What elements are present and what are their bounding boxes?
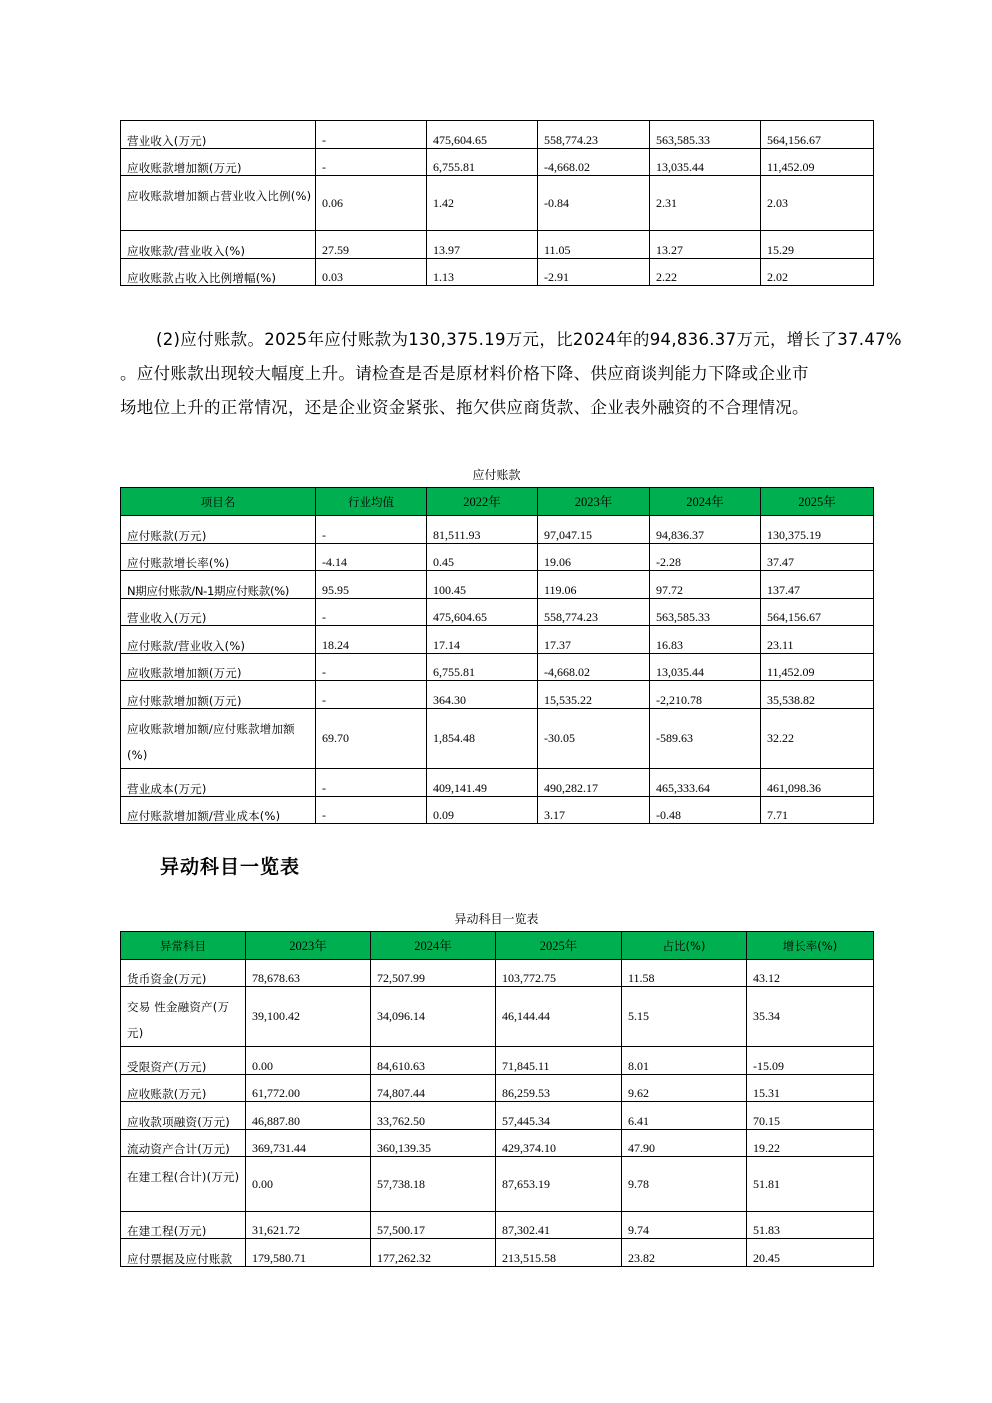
table-cell: 81,511.93 <box>427 516 538 544</box>
table-cell: 34,096.14 <box>371 987 496 1047</box>
table-cell: 19.06 <box>538 544 650 571</box>
table-row <box>121 149 874 176</box>
table-cell: -2.28 <box>650 544 761 571</box>
table-cell: 461,098.36 <box>761 769 874 797</box>
table-row <box>121 121 874 149</box>
row-label: 应收账款增加额/应付账款增加额(%) <box>121 709 316 769</box>
table-cell: 23.11 <box>761 626 874 654</box>
table-cell: 17.37 <box>538 626 650 654</box>
table-cell: 564,156.67 <box>761 121 874 149</box>
table-cell: 32.22 <box>761 709 874 769</box>
row-label: 应收账款增加额(万元) <box>121 149 316 176</box>
table-cell: 20.45 <box>747 1239 874 1267</box>
table-row <box>121 1157 874 1212</box>
table-cell: 74,807.44 <box>371 1075 496 1102</box>
table-cell: -0.84 <box>538 176 650 231</box>
table-cell: 57,500.17 <box>371 1212 496 1239</box>
table-cell: 46,144.44 <box>496 987 622 1047</box>
table-cell: 19.22 <box>747 1130 874 1157</box>
table-cell: - <box>316 121 427 149</box>
table-cell: - <box>316 149 427 176</box>
paragraph-line: 。应付账款出现较大幅度上升。请检查是否是原材料价格下降、供应商谈判能力下降或企业市 <box>120 364 809 383</box>
table-cell: 100.45 <box>427 571 538 599</box>
table-cell: 558,774.23 <box>538 599 650 626</box>
table-row <box>121 544 874 571</box>
table-cell: 57,445.34 <box>496 1102 622 1130</box>
table-cell: - <box>316 654 427 681</box>
table-caption: 异动科目一览表 <box>454 912 539 926</box>
column-header: 项目名 <box>121 488 316 516</box>
row-label: 营业收入(万元) <box>121 121 316 149</box>
column-header: 2023年 <box>538 488 650 516</box>
table-row <box>121 626 874 654</box>
table-row <box>121 1239 874 1267</box>
table-cell: - <box>316 681 427 709</box>
table-cell: 15.29 <box>761 231 874 259</box>
table-cell: 3.17 <box>538 797 650 824</box>
table-cell: 2.02 <box>761 259 874 286</box>
table-cell: 84,610.63 <box>371 1047 496 1075</box>
table-cell: 465,333.64 <box>650 769 761 797</box>
table-cell: 9.78 <box>622 1157 747 1212</box>
table-cell: 13,035.44 <box>650 149 761 176</box>
paragraph-line: 场地位上升的正常情况，还是企业资金紧张、拖欠供应商货款、企业表外融资的不合理情况。 <box>120 398 809 417</box>
table-row <box>121 987 874 1047</box>
table-cell: 51.81 <box>747 1157 874 1212</box>
section-heading: 异动科目一览表 <box>160 856 301 878</box>
table-header-row <box>121 932 874 960</box>
table-cell: 46,887.80 <box>246 1102 371 1130</box>
table-cell: 97,047.15 <box>538 516 650 544</box>
table-cell: 475,604.65 <box>427 599 538 626</box>
column-header: 异常科目 <box>121 932 246 960</box>
row-label: 应付账款增加额(万元) <box>121 681 316 709</box>
row-label: 交易 性金融资产(万元) <box>121 987 246 1047</box>
table-cell: 31,621.72 <box>246 1212 371 1239</box>
table-cell: 0.09 <box>427 797 538 824</box>
table-cell: 119.06 <box>538 571 650 599</box>
row-label: 应收款项融资(万元) <box>121 1102 246 1130</box>
table-cell: 23.82 <box>622 1239 747 1267</box>
table-row <box>121 259 874 286</box>
table-cell: 15,535.22 <box>538 681 650 709</box>
table-cell: -4,668.02 <box>538 654 650 681</box>
table-row <box>121 1102 874 1130</box>
row-label: 受限资产(万元) <box>121 1047 246 1075</box>
table-cell: 16.83 <box>650 626 761 654</box>
table-cell: 0.03 <box>316 259 427 286</box>
table-cell: 9.62 <box>622 1075 747 1102</box>
table-cell: 8.01 <box>622 1047 747 1075</box>
column-header: 2024年 <box>650 488 761 516</box>
table-cell: 137.47 <box>761 571 874 599</box>
table-cell: 11,452.09 <box>761 654 874 681</box>
table-cell: 70.15 <box>747 1102 874 1130</box>
table-row <box>121 797 874 824</box>
table-cell: 87,302.41 <box>496 1212 622 1239</box>
table-cell: - <box>316 769 427 797</box>
table-cell: 97.72 <box>650 571 761 599</box>
table-cell: 15.31 <box>747 1075 874 1102</box>
table-cell: 94,836.37 <box>650 516 761 544</box>
table-cell: 0.45 <box>427 544 538 571</box>
table-cell: 35.34 <box>747 987 874 1047</box>
table-cell: - <box>316 516 427 544</box>
table-cell: 0.00 <box>246 1047 371 1075</box>
accounts-payable-table <box>120 487 874 824</box>
table-row <box>121 769 874 797</box>
table-cell: 0.06 <box>316 176 427 231</box>
row-label: 流动资产合计(万元) <box>121 1130 246 1157</box>
table-cell: 11.58 <box>622 960 747 987</box>
table-cell: 6,755.81 <box>427 654 538 681</box>
table-cell: -2.91 <box>538 259 650 286</box>
table-row <box>121 709 874 769</box>
table-cell: 37.47 <box>761 544 874 571</box>
row-label: N期应付账款/N-1期应付账款(%) <box>121 571 316 599</box>
column-header: 2025年 <box>761 488 874 516</box>
table-cell: -589.63 <box>650 709 761 769</box>
table-cell: 563,585.33 <box>650 599 761 626</box>
row-label: 应收账款增加额(万元) <box>121 654 316 681</box>
table-cell: 11.05 <box>538 231 650 259</box>
table-cell: 86,259.53 <box>496 1075 622 1102</box>
table-cell: 475,604.65 <box>427 121 538 149</box>
row-label: 营业成本(万元) <box>121 769 316 797</box>
table-cell: 360,139.35 <box>371 1130 496 1157</box>
table-cell: 57,738.18 <box>371 1157 496 1212</box>
table-row <box>121 654 874 681</box>
column-header: 2025年 <box>496 932 622 960</box>
table-cell: 6.41 <box>622 1102 747 1130</box>
table-cell: 13.27 <box>650 231 761 259</box>
table-cell: - <box>316 797 427 824</box>
table-cell: 27.59 <box>316 231 427 259</box>
table-row <box>121 516 874 544</box>
column-header: 行业均值 <box>316 488 427 516</box>
table-cell: 1,854.48 <box>427 709 538 769</box>
row-label: 在建工程(合计)(万元) <box>121 1157 246 1212</box>
table-cell: 130,375.19 <box>761 516 874 544</box>
table-cell: 564,156.67 <box>761 599 874 626</box>
table-cell: 18.24 <box>316 626 427 654</box>
table-cell: 1.13 <box>427 259 538 286</box>
table-cell: 2.03 <box>761 176 874 231</box>
table-cell: 72,507.99 <box>371 960 496 987</box>
table-cell: 364.30 <box>427 681 538 709</box>
table-cell: 43.12 <box>747 960 874 987</box>
table-cell: 17.14 <box>427 626 538 654</box>
table-row <box>121 231 874 259</box>
table-cell: 5.15 <box>622 987 747 1047</box>
row-label: 应收账款占收入比例增幅(%) <box>121 259 316 286</box>
table-cell: 71,845.11 <box>496 1047 622 1075</box>
receivables-table <box>120 120 874 286</box>
table-cell: 177,262.32 <box>371 1239 496 1267</box>
table-row <box>121 1212 874 1239</box>
row-label: 应付账款(万元) <box>121 516 316 544</box>
table-row <box>121 1075 874 1102</box>
table-row <box>121 176 874 231</box>
column-header: 2023年 <box>246 932 371 960</box>
table-cell: 213,515.58 <box>496 1239 622 1267</box>
column-header: 2024年 <box>371 932 496 960</box>
table-cell: 95.95 <box>316 571 427 599</box>
row-label: 在建工程(万元) <box>121 1212 246 1239</box>
row-label: 应收账款增加额占营业收入比例(%) <box>121 176 316 231</box>
table-cell: -15.09 <box>747 1047 874 1075</box>
table-cell: 1.42 <box>427 176 538 231</box>
row-label: 应付账款增长率(%) <box>121 544 316 571</box>
column-header: 增长率(%) <box>747 932 874 960</box>
table-cell: 69.70 <box>316 709 427 769</box>
row-label: 应付账款增加额/营业成本(%) <box>121 797 316 824</box>
table-cell: 47.90 <box>622 1130 747 1157</box>
row-label: 货币资金(万元) <box>121 960 246 987</box>
table-cell: 13.97 <box>427 231 538 259</box>
table-cell: 563,585.33 <box>650 121 761 149</box>
accounts-payable-paragraph <box>120 323 902 425</box>
table-row <box>121 681 874 709</box>
table-cell: 2.22 <box>650 259 761 286</box>
table-cell: 9.74 <box>622 1212 747 1239</box>
table-cell: 6,755.81 <box>427 149 538 176</box>
table-cell: 11,452.09 <box>761 149 874 176</box>
table-cell: 409,141.49 <box>427 769 538 797</box>
table-row <box>121 1047 874 1075</box>
table-cell: - <box>316 599 427 626</box>
table-cell: -2,210.78 <box>650 681 761 709</box>
table-cell: 33,762.50 <box>371 1102 496 1130</box>
row-label: 应收账款/营业收入(%) <box>121 231 316 259</box>
table-cell: 61,772.00 <box>246 1075 371 1102</box>
table-cell: 429,374.10 <box>496 1130 622 1157</box>
table-cell: 369,731.44 <box>246 1130 371 1157</box>
row-label: 应付票据及应付账款 <box>121 1239 246 1267</box>
table-cell: 0.00 <box>246 1157 371 1212</box>
paragraph-line: (2)应付账款。2025年应付账款为130,375.19万元，比2024年的94,836.37万元，增长了37.47% <box>156 330 902 349</box>
column-header: 2022年 <box>427 488 538 516</box>
table-cell: 51.83 <box>747 1212 874 1239</box>
table-cell: -30.05 <box>538 709 650 769</box>
row-label: 营业收入(万元) <box>121 599 316 626</box>
table-row <box>121 599 874 626</box>
table-cell: -0.48 <box>650 797 761 824</box>
table-cell: 103,772.75 <box>496 960 622 987</box>
table-cell: 490,282.17 <box>538 769 650 797</box>
table-cell: 558,774.23 <box>538 121 650 149</box>
table-cell: 179,580.71 <box>246 1239 371 1267</box>
abnormal-accounts-table <box>120 931 874 1267</box>
table-cell: 87,653.19 <box>496 1157 622 1212</box>
table-row <box>121 1130 874 1157</box>
row-label: 应付账款/营业收入(%) <box>121 626 316 654</box>
table-row <box>121 571 874 599</box>
table-cell: -4,668.02 <box>538 149 650 176</box>
table-cell: 13,035.44 <box>650 654 761 681</box>
column-header: 占比(%) <box>622 932 747 960</box>
table-cell: 78,678.63 <box>246 960 371 987</box>
table-cell: 35,538.82 <box>761 681 874 709</box>
row-label: 应收账款(万元) <box>121 1075 246 1102</box>
table-cell: 7.71 <box>761 797 874 824</box>
table-cell: -4.14 <box>316 544 427 571</box>
table-cell: 39,100.42 <box>246 987 371 1047</box>
table-cell: 2.31 <box>650 176 761 231</box>
table-caption: 应付账款 <box>472 468 521 482</box>
table-header-row <box>121 488 874 516</box>
table-row <box>121 960 874 987</box>
